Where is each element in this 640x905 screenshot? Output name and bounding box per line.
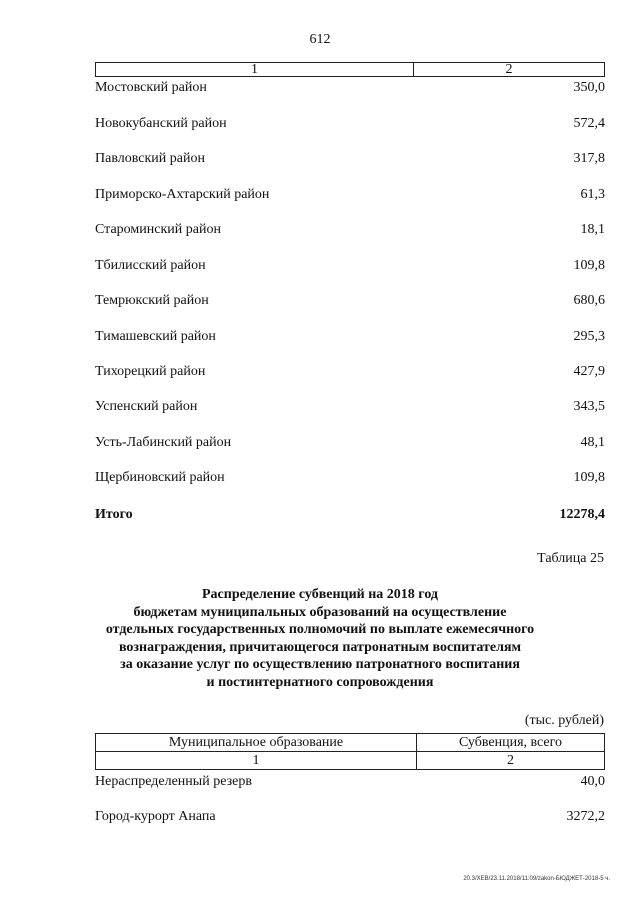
row-value: 3272,2 (566, 809, 605, 824)
total-label: Итого (95, 507, 133, 522)
row-value: 427,9 (573, 364, 605, 379)
row-value: 350,0 (573, 80, 605, 95)
table-row (95, 222, 605, 240)
col-header-subvention: Субвенция, всего (458, 735, 563, 750)
row-value: 295,3 (573, 329, 605, 344)
row-name: Тимашевский район (95, 329, 216, 344)
row-name: Тихорецкий район (95, 364, 206, 379)
row-value: 48,1 (580, 435, 605, 450)
table-row (95, 774, 605, 792)
row-name: Павловский район (95, 151, 205, 166)
row-value: 109,8 (573, 258, 605, 273)
table-row (95, 116, 605, 134)
total-row (95, 507, 605, 525)
title-line: бюджетам муниципальных образований на осуществление (133, 604, 507, 620)
row-name: Приморско-Ахтарский район (95, 187, 270, 202)
row-name: Тбилисский район (95, 258, 206, 273)
row-value: 109,8 (573, 470, 605, 485)
col-header-municipality: Муниципальное образование (96, 734, 417, 751)
table-row (95, 151, 605, 169)
section-title (60, 586, 580, 691)
table1-col-2: 2 (505, 62, 513, 77)
title-line: за оказание услуг по осуществлению патронатного воспитания (120, 657, 520, 672)
table-row (95, 293, 605, 311)
table1-col-1: 1 (96, 63, 414, 76)
table-row (95, 435, 605, 453)
row-name: Староминский район (95, 222, 221, 237)
row-value: 680,6 (573, 293, 605, 308)
row-name: Успенский район (95, 399, 198, 414)
title-line: и постинтернатного сопровождения (206, 674, 434, 690)
row-name: Щербиновский район (95, 470, 225, 485)
row-value: 18,1 (580, 222, 605, 237)
footer-code: 20.3/ХЕВ/23.11.2018/11:09/zakon-БЮДЖЕТ-2018-5 ч. (463, 876, 610, 882)
total-value: 12278,4 (559, 507, 605, 522)
title-line: вознаграждения, причитающегося патронатным воспитателям (118, 639, 522, 655)
table-row (95, 329, 605, 347)
table-row (95, 187, 605, 205)
row-value: 572,4 (573, 116, 605, 131)
table-row (95, 80, 605, 98)
row-value: 317,8 (573, 151, 605, 166)
row-value: 61,3 (580, 187, 605, 202)
table-row (95, 470, 605, 488)
table-row (95, 364, 605, 382)
col-number-2: 2 (507, 753, 514, 768)
table-label: Таблица 25 (537, 551, 604, 566)
table1-header (95, 62, 605, 77)
row-name: Город-курорт Анапа (95, 809, 216, 824)
table-row (95, 809, 605, 827)
row-name: Мостовский район (95, 80, 207, 95)
row-value: 343,5 (573, 399, 605, 414)
row-name: Темрюкский район (95, 293, 209, 308)
table-row (95, 258, 605, 276)
row-name: Усть-Лабинский район (95, 435, 232, 450)
table-row (95, 399, 605, 417)
title-line: Распределение субвенций на 2018 год (202, 587, 438, 602)
row-value: 40,0 (580, 774, 605, 789)
col-number-1: 1 (96, 752, 417, 769)
row-name: Нераспределенный резерв (95, 774, 252, 789)
units-label: (тыс. рублей) (524, 713, 604, 728)
table2-header (95, 733, 605, 770)
title-line: отдельных государственных полномочий по выплате ежемесячного (105, 622, 535, 637)
row-name: Новокубанский район (95, 116, 227, 131)
page-number: 612 (309, 32, 331, 47)
